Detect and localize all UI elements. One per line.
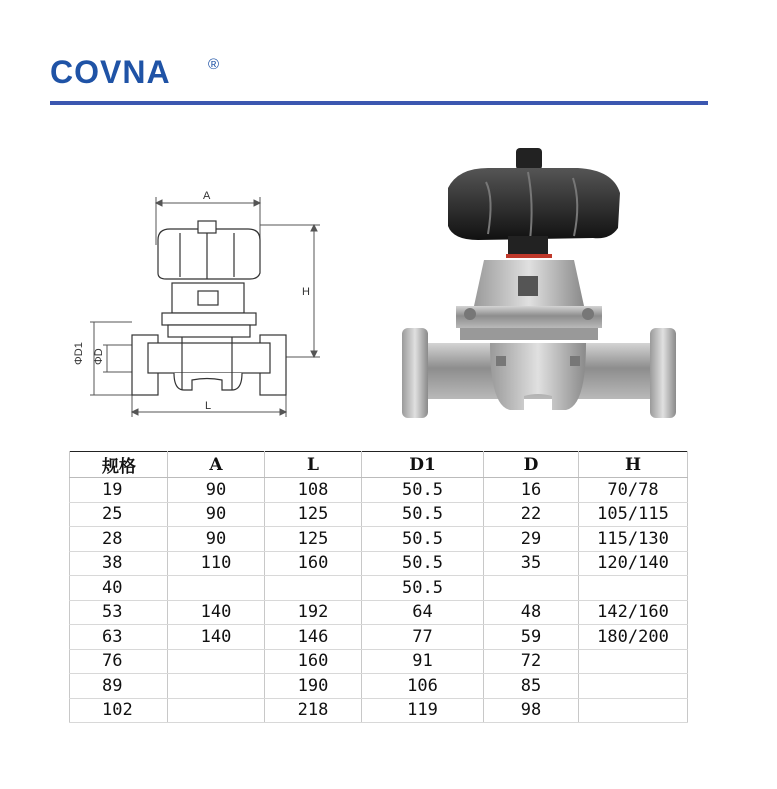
dimension-label-a: A <box>203 190 211 202</box>
table-cell: 25 <box>70 502 168 527</box>
table-cell <box>168 674 265 699</box>
table-row <box>70 698 688 723</box>
table-cell: 108 <box>265 478 362 503</box>
column-header-h: H <box>579 452 688 478</box>
table-cell: 76 <box>70 649 168 674</box>
valve-dimension-drawing <box>62 185 332 420</box>
dimension-label-h: H <box>302 286 310 298</box>
table-row <box>70 625 688 650</box>
table-cell: 50.5 <box>362 502 484 527</box>
table-cell: 89 <box>70 674 168 699</box>
table-cell <box>484 576 579 601</box>
dimension-label-l: L <box>205 400 212 412</box>
dimension-label-d1: ΦD1 <box>73 342 85 365</box>
column-header-a: A <box>168 452 265 478</box>
table-cell: 120/140 <box>579 551 688 576</box>
table-cell: 115/130 <box>579 527 688 552</box>
table-cell: 160 <box>265 551 362 576</box>
table-row <box>70 600 688 625</box>
table-cell: 38 <box>70 551 168 576</box>
table-row <box>70 551 688 576</box>
table-cell: 90 <box>168 502 265 527</box>
table-header-row <box>70 452 688 478</box>
table-cell: 22 <box>484 502 579 527</box>
table-cell <box>168 649 265 674</box>
table-cell: 218 <box>265 698 362 723</box>
table-cell: 105/115 <box>579 502 688 527</box>
dimension-label-d: ΦD <box>93 348 105 365</box>
column-header-d: D <box>484 452 579 478</box>
specification-table <box>69 451 688 723</box>
table-cell: 190 <box>265 674 362 699</box>
column-header-size: 规格 <box>70 452 168 478</box>
table-row <box>70 576 688 601</box>
table-row <box>70 674 688 699</box>
table-cell <box>579 674 688 699</box>
table-row <box>70 649 688 674</box>
table-cell <box>579 576 688 601</box>
table-cell: 192 <box>265 600 362 625</box>
table-cell: 180/200 <box>579 625 688 650</box>
table-cell: 102 <box>70 698 168 723</box>
registered-mark: ® <box>208 56 220 73</box>
table-row <box>70 527 688 552</box>
table-cell: 72 <box>484 649 579 674</box>
table-cell <box>265 576 362 601</box>
table-cell: 63 <box>70 625 168 650</box>
table-cell: 53 <box>70 600 168 625</box>
table-cell <box>579 698 688 723</box>
table-cell: 50.5 <box>362 551 484 576</box>
table-row <box>70 478 688 503</box>
table-row <box>70 502 688 527</box>
table-cell: 64 <box>362 600 484 625</box>
table-cell: 19 <box>70 478 168 503</box>
table-cell: 125 <box>265 527 362 552</box>
table-cell: 98 <box>484 698 579 723</box>
table-cell: 106 <box>362 674 484 699</box>
table-cell: 16 <box>484 478 579 503</box>
table-cell <box>168 698 265 723</box>
table-cell: 91 <box>362 649 484 674</box>
brand-logo: COVNA <box>50 54 171 90</box>
table-cell: 28 <box>70 527 168 552</box>
table-cell: 119 <box>362 698 484 723</box>
table-cell: 59 <box>484 625 579 650</box>
column-header-l: L <box>265 452 362 478</box>
table-cell: 140 <box>168 625 265 650</box>
valve-product-image <box>398 148 680 430</box>
table-cell: 50.5 <box>362 576 484 601</box>
column-header-d1: D1 <box>362 452 484 478</box>
header-divider <box>50 101 708 105</box>
table-cell <box>168 576 265 601</box>
table-cell: 50.5 <box>362 478 484 503</box>
table-cell: 142/160 <box>579 600 688 625</box>
table-cell: 29 <box>484 527 579 552</box>
table-cell: 146 <box>265 625 362 650</box>
table-cell: 160 <box>265 649 362 674</box>
table-cell: 70/78 <box>579 478 688 503</box>
table-cell: 77 <box>362 625 484 650</box>
table-cell: 48 <box>484 600 579 625</box>
table-cell: 125 <box>265 502 362 527</box>
table-cell: 50.5 <box>362 527 484 552</box>
table-cell: 110 <box>168 551 265 576</box>
table-cell <box>579 649 688 674</box>
table-cell: 35 <box>484 551 579 576</box>
table-cell: 90 <box>168 478 265 503</box>
table-cell: 40 <box>70 576 168 601</box>
table-cell: 140 <box>168 600 265 625</box>
table-cell: 90 <box>168 527 265 552</box>
table-cell: 85 <box>484 674 579 699</box>
